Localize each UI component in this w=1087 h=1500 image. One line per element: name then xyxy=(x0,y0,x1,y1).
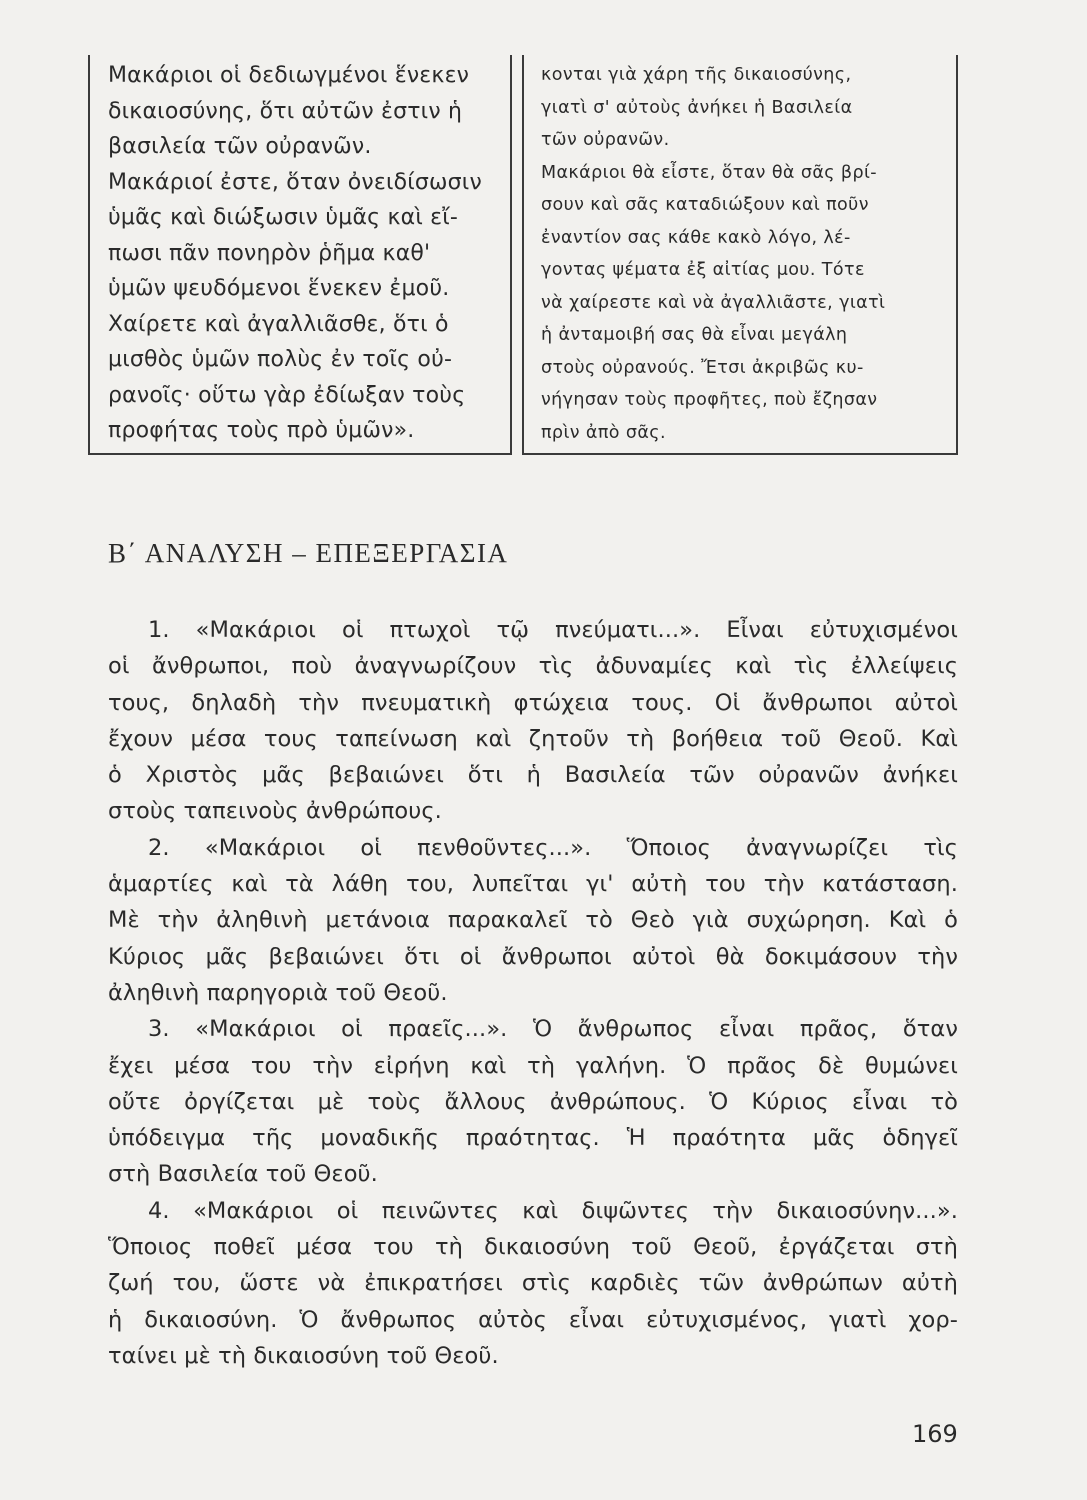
body-line: ἀληθινὴ παρηγοριὰ τοῦ Θεοῦ. xyxy=(108,979,448,1006)
translation-box xyxy=(522,55,958,455)
body-line: οἱ ἄνθρωποι, ποὺ ἀναγνωρίζουν τὶς ἀδυναμίες καὶ τὶς ἐλλείψεις xyxy=(108,653,958,680)
box-text-line: Μακάριοι οἱ δεδιωγμένοι ἕνεκεν xyxy=(108,63,470,88)
body-line: ἁμαρτίες καὶ τὰ λάθη του, λυπεῖται γι' αὐτὴ του τὴν κατάσταση. xyxy=(108,871,958,898)
body-line: 2. «Μακάριοι οἱ πενθοῦντες...». Ὅποιος ἀναγνωρίζει τὶς xyxy=(148,834,958,861)
body-line: ἡ δικαιοσύνη. Ὁ ἄνθρωπος αὐτὸς εἶναι εὐτυχισμένος, γιατὶ χορ- xyxy=(108,1306,958,1333)
body-line: στὴ Βασιλεία τοῦ Θεοῦ. xyxy=(108,1161,378,1188)
body-line: ὁ Χριστὸς μᾶς βεβαιώνει ὅτι ἡ Βασιλεία τῶν οὐρανῶν ἀνήκει xyxy=(108,762,958,789)
box-text-line: δικαιοσύνης, ὅτι αὐτῶν ἐστιν ἡ xyxy=(108,98,463,124)
box-text-line: βασιλεία τῶν οὐρανῶν. xyxy=(108,134,372,159)
body-line: στοὺς ταπεινοὺς ἀνθρώπους. xyxy=(108,798,442,825)
body-line: Μὲ τὴν ἀληθινὴ μετάνοια παρακαλεῖ τὸ Θεὸ γιὰ συχώρηση. Καὶ ὁ xyxy=(108,907,958,934)
box-text-line: προφήτας τοὺς πρὸ ὑμῶν». xyxy=(108,418,415,443)
page-number: 169 xyxy=(912,1420,958,1448)
box-text-line: ὑμῶν ψευδόμενοι ἕνεκεν ἐμοῦ. xyxy=(108,276,450,301)
box-text-line: ἐναντίον σας κάθε κακὸ λόγο, λέ- xyxy=(541,227,851,248)
section-heading: Β΄ ΑΝΑΛΥΣΗ – ΕΠΕΞΕΡΓΑΣΙΑ xyxy=(108,538,509,568)
box-text-line: Χαίρετε καὶ ἀγαλλιᾶσθε, ὅτι ὁ xyxy=(108,311,449,337)
body-line: 1. «Μακάριοι οἱ πτωχοὶ τῷ πνεύματι...». Εἶναι εὐτυχισμένοι xyxy=(148,617,958,643)
box-text-line: Μακάριοί ἐστε, ὅταν ὀνειδίσωσιν xyxy=(108,169,482,195)
box-text-line: νήγησαν τοὺς προφῆτες, ποὺ ἔζησαν xyxy=(541,390,878,410)
body-line: Ὅποιος ποθεῖ μέσα του τὴ δικαιοσύνη τοῦ Θεοῦ, ἐργάζεται στὴ xyxy=(108,1234,958,1261)
box-text-line: πωσι πᾶν πονηρὸν ῥῆμα καθ' xyxy=(108,240,431,266)
box-text-line: ἡ ἀνταμοιβή σας θὰ εἶναι μεγάλη xyxy=(541,325,848,345)
analysis-body xyxy=(108,612,958,1374)
box-text-line: νὰ χαίρεστε καὶ νὰ ἀγαλλιᾶστε, γιατὶ xyxy=(541,292,886,313)
box-text-line: γοντας ψέματα ἐξ αἰτίας μου. Τότε xyxy=(541,260,865,280)
body-line: Κύριος μᾶς βεβαιώνει ὅτι οἱ ἄνθρωποι αὐτοὶ θὰ δοκιμάσουν τὴν xyxy=(108,943,958,970)
box-text-line: ρανοῖς· οὕτω γὰρ ἐδίωξαν τοὺς xyxy=(108,382,466,408)
box-text-line: τῶν οὐρανῶν. xyxy=(541,130,670,150)
box-text-line: ὑμᾶς καὶ διώξωσιν ὑμᾶς καὶ εἴ- xyxy=(108,205,459,230)
box-text-line: μισθὸς ὑμῶν πολὺς ἐν τοῖς οὐ- xyxy=(108,347,453,372)
box-text-line: κονται γιὰ χάρη τῆς δικαιοσύνης, xyxy=(541,65,852,85)
body-line: ταίνει μὲ τὴ δικαιοσύνη τοῦ Θεοῦ. xyxy=(108,1342,499,1369)
box-text-line: πρὶν ἀπὸ σᾶς. xyxy=(541,422,666,443)
box-text-line: σουν καὶ σᾶς καταδιώξουν καὶ ποῦν xyxy=(541,195,869,215)
greek-original-box xyxy=(88,55,512,455)
body-line: 4. «Μακάριοι οἱ πεινῶντες καὶ διψῶντες τὴν δικαιοσύνην...». xyxy=(148,1197,958,1224)
box-text-line: γιατὶ σ' αὐτοὺς ἀνήκει ἡ Βασιλεία xyxy=(541,97,853,118)
body-line: ἔχει μέσα του τὴν εἰρήνη καὶ τὴ γαλήνη. Ὁ πρᾶος δὲ θυμώνει xyxy=(108,1052,958,1079)
body-line: ἔχουν μέσα τους ταπείνωση καὶ ζητοῦν τὴ βοήθεια τοῦ Θεοῦ. Καὶ xyxy=(108,725,958,752)
body-line: 3. «Μακάριοι οἱ πραεῖς...». Ὁ ἄνθρωπος εἶναι πρᾶος, ὅταν xyxy=(148,1016,958,1043)
body-line: οὔτε ὀργίζεται μὲ τοὺς ἄλλους ἀνθρώπους. Ὁ Κύριος εἶναι τὸ xyxy=(108,1088,958,1115)
box-text-line: στοὺς οὐρανούς. Ἔτσι ἀκριβῶς κυ- xyxy=(541,357,864,378)
body-line: ζωή του, ὥστε νὰ ἐπικρατήσει στὶς καρδιὲς τῶν ἀνθρώπων αὐτὴ xyxy=(108,1270,958,1297)
body-line: ὑπόδειγμα τῆς μοναδικῆς πραότητας. Ἡ πραότητα μᾶς ὁδηγεῖ xyxy=(108,1125,958,1152)
box-text-line: Μακάριοι θὰ εἶστε, ὅταν θὰ σᾶς βρί- xyxy=(541,162,877,183)
body-line: τους, δηλαδὴ τὴν πνευματικὴ φτώχεια τους. Οἱ ἄνθρωποι αὐτοὶ xyxy=(108,689,958,716)
